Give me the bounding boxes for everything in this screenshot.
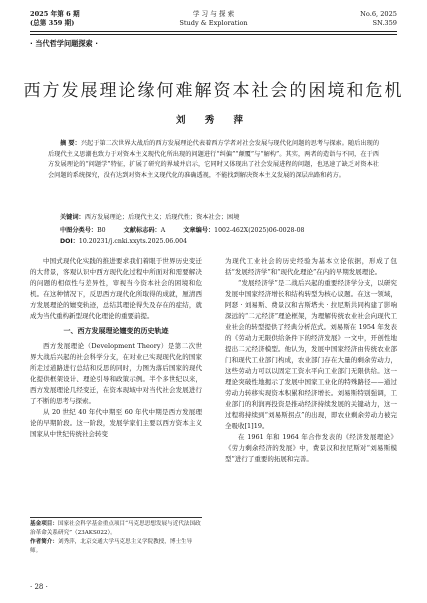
body-paragraph: 在 1961 年和 1964 年合作发表的《经济发展理论》《劳力剩余经济的发展》中，费景汉和拉尼斯对“刘易斯模型”进行了重要的拓展和完善。 <box>225 433 397 463</box>
abstract <box>48 139 379 181</box>
clc-label: 中图分类号： <box>60 227 98 234</box>
article-title: 西方发展理论缘何难解资本社会的困境和危机 <box>23 81 404 101</box>
header-rule <box>30 31 397 32</box>
keywords <box>48 213 379 222</box>
journal-name <box>30 10 397 28</box>
classification-row <box>60 226 304 235</box>
article-id-label: 文章编号： <box>183 227 215 234</box>
right-column <box>225 256 397 465</box>
clc-value: B0 <box>97 227 106 234</box>
abstract-text: 兴起于第二次世界大战后的西方发展理论代表着西方学者对社会发展与现代化问题的思考与探索。随后出现的后现代主义思潮也致力于对资本主义现代化所出现的问题进行“纠偏”“颠覆”与“解构”。其实，两者的造诣与不同，在于西方发展理论的“问题学”特征，扩展了研究的界域并启示，它同时又体现出了社会发展进程的问题，也迅速了缺乏对资本社会问题的系统探究，没有达到对资本主义现代化的准确透视，不能找到解决资本主义发展的深层出路和药方。 <box>48 140 380 179</box>
column-tag: · 当代哲学问题探索 · <box>30 39 98 48</box>
author-bio-text: 刘秀萍，北京交通大学马克思主义学院教授，博士生导师。 <box>30 539 193 554</box>
funding-text: 国家社会科学基金重点项目“马克思思想发展与近代法国政治革命关系研究”（23AKS022）。 <box>30 521 201 536</box>
keywords-label: 关键词： <box>60 214 85 221</box>
body-paragraph: 从 20 世纪 40 年代中期至 60 年代中期是西方发展理论的早期阶段。这一阶段，发展学家们主要以西方资本主义国家从中世纪传统社会转变 <box>30 408 202 438</box>
article-author: 刘 秀 萍 <box>175 115 252 126</box>
footnote-divider <box>30 517 202 518</box>
body-paragraph: 为现代工业社会的历史经验为基本立论依据，形成了包括“发展经济学”和“现代化理论”在内的早期发展理论。 <box>225 257 397 276</box>
doi-label: DOI： <box>60 238 79 245</box>
serial-number: SN.359 <box>372 19 397 27</box>
doi-row <box>60 237 187 246</box>
issue-number: 2025 年第 6 期 <box>30 10 80 18</box>
abstract-label: 摘 要： <box>60 140 81 147</box>
body-paragraph: 西方发展理论（Development Theory）是第二次世界大战后兴起的社会科学分支，在对业已实现现代化的国家所走过道路进行总结和反思的同时，力图为落后国家的现代化提供框架设计、理论引导和政策示例。半个多世纪以来，西方发展理论几经变迁，在资本现域中对当代社会发展进行了不断的思考与探索。 <box>30 342 202 405</box>
funding-note <box>30 520 202 538</box>
doc-code-label: 文献标志码： <box>123 227 161 234</box>
keywords-text: 西方发展理论；后现代主义；后现代性；资本社会；困境 <box>84 214 240 221</box>
footnotes <box>30 520 202 556</box>
article-id-value: 1002-462X(2025)06-0028-08 <box>214 227 305 234</box>
journal-title-cn: 学 习 与 探 索 <box>192 10 235 18</box>
author-bio-label: 作者简介： <box>30 539 58 545</box>
section-heading: 一、西方发展理论嬗变的历史轨迹 <box>63 327 169 335</box>
issue-number-en: No.6, 2025 <box>360 10 397 18</box>
body-paragraph: 中国式现代化实践的推进要求我们着眼于世界历史变迁的大背景，客观认识中西方现代化过程中所面对和需要解决的问题的相似性与差异性，审视当今资本社会的困境和危机。在这种情况下，反思西方现代化所取得的成就，厘清西方发展理论的嬗变轨迹，总结其理论得失及存在的症结，就成为当代重构新型现代化理论的重要前提。 <box>30 257 202 320</box>
page-number: · 28 · <box>30 583 48 591</box>
issue-info-en <box>360 10 397 28</box>
header-rule-thin <box>30 34 397 35</box>
journal-title-en: Study & Exploration <box>179 19 248 27</box>
body-paragraph: “发展经济学”是二战后兴起的重要经济学分支，以研究发展中国家经济增长和结构转型为核心议题。在这一领域，阿瑟 · 刘易斯、费景汉和古斯塔夫 · 拉尼斯共同构建了影响深远的“二元经济”理论框架，为理解传统农业社会向现代工业社会的转型提供了经典分析范式。刘易斯在 1954 年发表的《劳动力无限供给条件下的经济发展》一文中，开创性地提出二元经济模型。他认为，发展中国家经济由传统农业部门和现代工业部门构成，农业部门存在大量的剩余劳动力，这些劳动力可以以固定工资水平向工业部门无限供给。这一理论突破性地揭示了发展中国家工业化的特殊路径——通过劳动力转移实现资本积累和经济增长。刘易斯特别强调，工业部门的利润再投资是推动经济持续发展的关键动力，这一过程将持续到“刘易斯拐点”的出现，即农业剩余劳动力被完全吸收[1]19。 <box>225 279 397 430</box>
doi-value: 10.20231/j.cnki.xxyts.2025.06.004 <box>78 238 187 245</box>
doc-code-value: A <box>160 227 166 234</box>
funding-label: 基金项目： <box>30 521 58 527</box>
left-column <box>30 256 202 440</box>
issue-total: (总第 359 期) <box>30 19 75 27</box>
running-header <box>30 10 397 36</box>
author-note <box>30 538 202 556</box>
